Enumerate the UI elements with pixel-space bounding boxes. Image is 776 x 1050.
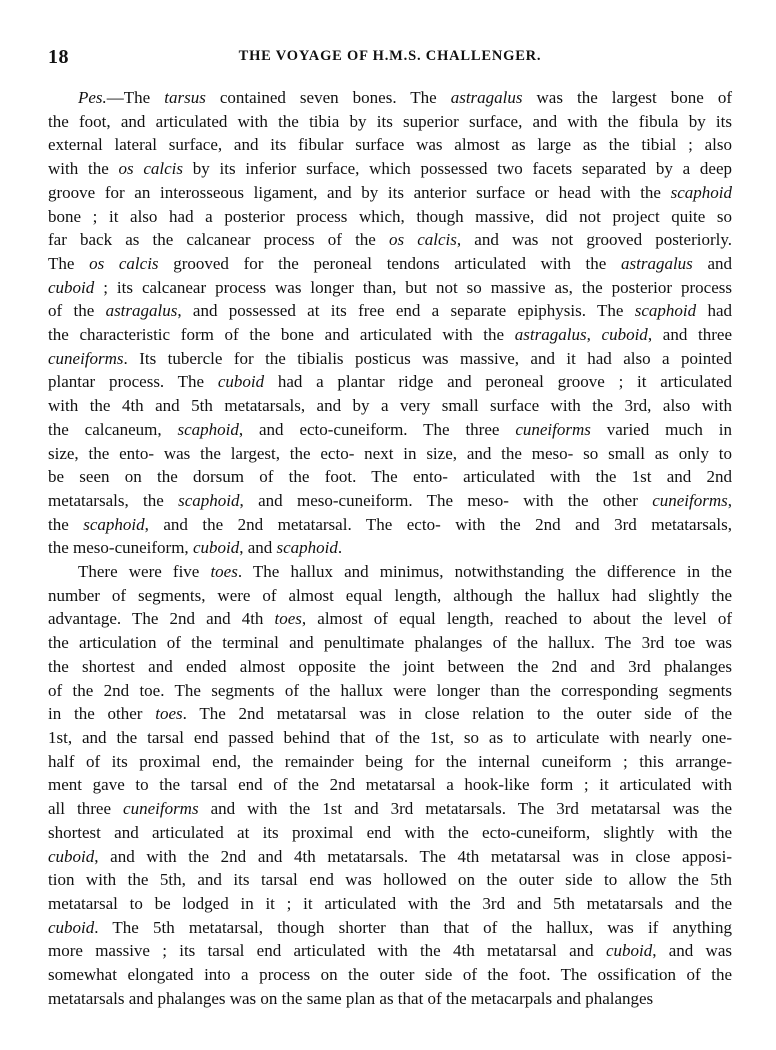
text-line: ment gave to the tarsal end of the 2nd metatarsal a hook-like form ; it articulated with	[48, 775, 732, 795]
text-line: be seen on the dorsum of the foot. The ento- articulated with the 1st and 2nd	[48, 467, 732, 487]
text-line: cuboid, and with the 2nd and 4th metatarsals. The 4th metatarsal was in close apposi-	[48, 846, 732, 866]
text-line: all three cuneiforms and with the 1st and 3rd metatarsals. The 3rd metatarsal was the	[48, 799, 733, 819]
text-line: tion with the 5th, and its tarsal end was hollowed on the outer side to allow the 5th	[48, 870, 732, 890]
text-line: the meso-cuneiform, cuboid, and scaphoid.	[48, 538, 343, 558]
text-line: metatarsal to be lodged in it ; it articulated with the 3rd and 5th metatarsals and the	[48, 893, 732, 913]
text-line: with the os calcis by its inferior surface, which possessed two facets separated by a deep	[48, 159, 732, 179]
text-line: cuneiforms. Its tubercle for the tibialis posticus was massive, and it had also a pointed	[48, 348, 732, 368]
text-line: of the 2nd toe. The segments of the hallux were longer than the corresponding segments	[48, 680, 732, 700]
page-number: 18	[48, 46, 69, 68]
text-line: size, the ento- was the largest, the ecto- next in size, and the meso- so small as only to	[48, 443, 732, 463]
text-line: the characteristic form of the bone and articulated with the astragalus, cuboid, and three	[48, 325, 733, 345]
text-line: number of segments, were of almost equal length, although the hallux had slightly the	[48, 585, 732, 605]
text-line: of the astragalus, and possessed at its free end a separate epiphysis. The scaphoid had	[48, 301, 732, 321]
text-line: metatarsals and phalanges was on the same plan as that of the metacarpals and phalanges	[48, 988, 654, 1008]
text-line: somewhat elongated into a process on the outer side of the foot. The ossification of the	[48, 965, 732, 985]
text-line: advantage. The 2nd and 4th toes, almost of equal length, reached to about the level of	[48, 609, 732, 629]
text-line: 1st, and the tarsal end passed behind that of the 1st, so as to articulate with nearly one-	[48, 727, 732, 747]
text-line: more massive ; its tarsal end articulated with the 4th metatarsal and cuboid, and was	[48, 941, 732, 961]
text-line: metatarsals, the scaphoid, and meso-cuneiform. The meso- with the other cuneiforms,	[48, 490, 732, 510]
text-line: cuboid. The 5th metatarsal, though shorter than that of the hallux, was if anything	[48, 917, 732, 937]
text-line: the shortest and ended almost opposite the joint between the 2nd and 3rd phalanges	[48, 656, 732, 676]
text-line: There were five toes. The hallux and minimus, notwithstanding the difference in the	[78, 562, 732, 582]
text-line: shortest and articulated at its proximal end with the ecto-cuneiform, slightly with the	[48, 822, 732, 842]
page-header	[48, 40, 732, 70]
text-line: the scaphoid, and the 2nd metatarsal. The ecto- with the 2nd and 3rd metatarsals,	[48, 514, 732, 534]
text-line: Pes.—The tarsus contained seven bones. The astragalus was the largest bone of	[78, 88, 732, 107]
text-line: bone ; it also had a posterior process which, though massive, did not project quite so	[48, 206, 732, 226]
body-text	[48, 86, 732, 1010]
text-line: The os calcis grooved for the peroneal tendons articulated with the astragalus and	[48, 253, 732, 273]
text-line: with the 4th and 5th metatarsals, and by a very small surface with the 3rd, also with	[48, 396, 732, 416]
text-line: half of its proximal end, the remainder being for the internal cuneiform ; this arrange-	[48, 751, 732, 771]
text-line: the articulation of the terminal and penultimate phalanges of the hallux. The 3rd toe was	[48, 633, 732, 653]
paragraph-pes	[48, 86, 732, 560]
text-line: in the other toes. The 2nd metatarsal was in close relation to the outer side of the	[48, 704, 732, 724]
text-line: groove for an interosseous ligament, and by its anterior surface or head with the scaphoid	[48, 182, 732, 202]
text-line: external lateral surface, and its fibular surface was almost as large as the tibial ; also	[48, 135, 732, 155]
running-title: THE VOYAGE OF H.M.S. CHALLENGER.	[238, 48, 542, 64]
text-line: cuboid ; its calcanear process was longer than, but not so massive as, the posterior process	[48, 277, 732, 297]
text-line: plantar process. The cuboid had a plantar ridge and peroneal groove ; it articulated	[48, 372, 732, 392]
text-line: the foot, and articulated with the tibia by its superior surface, and with the fibula by its	[48, 111, 732, 131]
text-line: far back as the calcanear process of the os calcis, and was not grooved posteriorly.	[48, 230, 732, 250]
paragraph-toes	[48, 560, 732, 1010]
text-line: the calcaneum, scaphoid, and ecto-cuneiform. The three cuneiforms varied much in	[48, 419, 732, 439]
